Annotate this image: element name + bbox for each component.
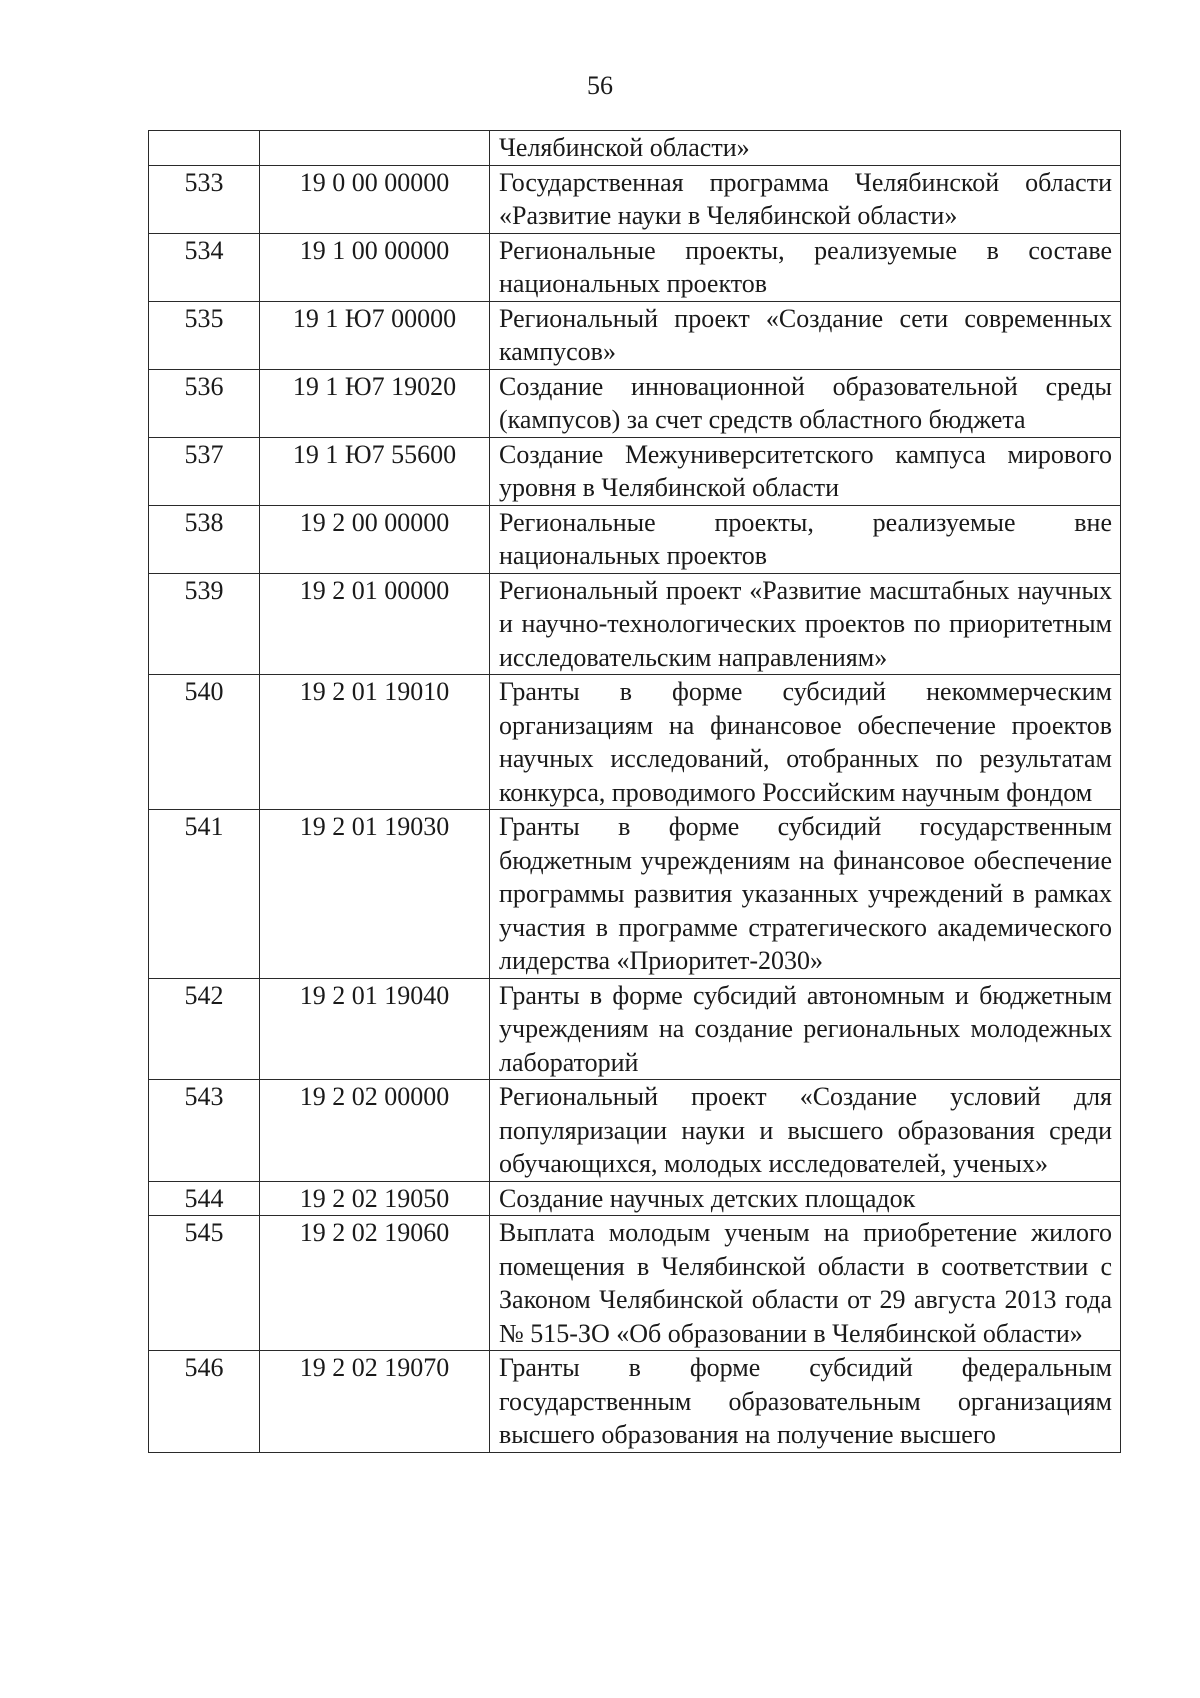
row-number: 536 [149, 369, 260, 437]
item-name: Государственная программа Челябинской области «Развитие науки в Челябинской области» [490, 165, 1121, 233]
item-name: Региональный проект «Создание условий для популяризации науки и высшего образования среди обучающихся, молодых исследователей, ученых» [490, 1080, 1121, 1182]
table-row [149, 1181, 1121, 1216]
item-name: Создание научных детских площадок [490, 1181, 1121, 1216]
row-number: 534 [149, 233, 260, 301]
classification-code: 19 1 Ю7 55600 [260, 437, 490, 505]
table-row [149, 301, 1121, 369]
row-number [149, 131, 260, 166]
item-name: Гранты в форме субсидий некоммерческим организациям на финансовое обеспечение проектов научных исследований, отобранных по результатам конкурса, проводимого Российским научным фондом [490, 675, 1121, 810]
item-name: Создание инновационной образовательной среды (кампусов) за счет средств областного бюджета [490, 369, 1121, 437]
classification-code: 19 2 01 19010 [260, 675, 490, 810]
row-number: 539 [149, 573, 260, 675]
table-row [149, 233, 1121, 301]
item-name: Челябинской области» [490, 131, 1121, 166]
classification-code: 19 2 01 19040 [260, 978, 490, 1080]
table-row [149, 131, 1121, 166]
budget-codes-table [148, 130, 1121, 1453]
classification-code: 19 2 01 00000 [260, 573, 490, 675]
table-row [149, 165, 1121, 233]
classification-code: 19 2 02 19060 [260, 1216, 490, 1351]
table-row [149, 369, 1121, 437]
table-row [149, 437, 1121, 505]
table-row [149, 1080, 1121, 1182]
classification-code: 19 1 Ю7 00000 [260, 301, 490, 369]
table-row [149, 1351, 1121, 1453]
table-row [149, 978, 1121, 1080]
row-number: 533 [149, 165, 260, 233]
item-name: Выплата молодым ученым на приобретение жилого помещения в Челябинской области в соответствии с Законом Челябинской области от 29 августа 2013 года № 515-ЗО «Об образовании в Челябинской области» [490, 1216, 1121, 1351]
row-number: 543 [149, 1080, 260, 1182]
item-name: Гранты в форме субсидий федеральным государственным образовательным организациям высшего образования на получение высшего [490, 1351, 1121, 1453]
row-number: 542 [149, 978, 260, 1080]
item-name: Региональный проект «Развитие масштабных научных и научно-технологических проектов по приоритетным исследовательским направлениям» [490, 573, 1121, 675]
table-row [149, 1216, 1121, 1351]
row-number: 538 [149, 505, 260, 573]
table-row [149, 573, 1121, 675]
row-number: 544 [149, 1181, 260, 1216]
classification-code: 19 2 00 00000 [260, 505, 490, 573]
classification-code: 19 1 00 00000 [260, 233, 490, 301]
row-number: 537 [149, 437, 260, 505]
table-row [149, 675, 1121, 810]
item-name: Региональные проекты, реализуемые вне национальных проектов [490, 505, 1121, 573]
item-name: Создание Межуниверситетского кампуса мирового уровня в Челябинской области [490, 437, 1121, 505]
row-number: 545 [149, 1216, 260, 1351]
row-number: 540 [149, 675, 260, 810]
row-number: 535 [149, 301, 260, 369]
row-number: 546 [149, 1351, 260, 1453]
classification-code: 19 2 02 19070 [260, 1351, 490, 1453]
page-number: 56 [587, 71, 613, 100]
item-name: Региональный проект «Создание сети современных кампусов» [490, 301, 1121, 369]
classification-code: 19 2 02 19050 [260, 1181, 490, 1216]
classification-code [260, 131, 490, 166]
item-name: Гранты в форме субсидий государственным бюджетным учреждениям на финансовое обеспечение программы развития указанных учреждений в рамках участия в программе стратегического академического лидерства «Приоритет-2030» [490, 810, 1121, 979]
row-number: 541 [149, 810, 260, 979]
classification-code: 19 1 Ю7 19020 [260, 369, 490, 437]
classification-code: 19 0 00 00000 [260, 165, 490, 233]
item-name: Гранты в форме субсидий автономным и бюджетным учреждениям на создание региональных молодежных лабораторий [490, 978, 1121, 1080]
classification-code: 19 2 01 19030 [260, 810, 490, 979]
classification-code: 19 2 02 00000 [260, 1080, 490, 1182]
table-row [149, 810, 1121, 979]
table-row [149, 505, 1121, 573]
item-name: Региональные проекты, реализуемые в составе национальных проектов [490, 233, 1121, 301]
